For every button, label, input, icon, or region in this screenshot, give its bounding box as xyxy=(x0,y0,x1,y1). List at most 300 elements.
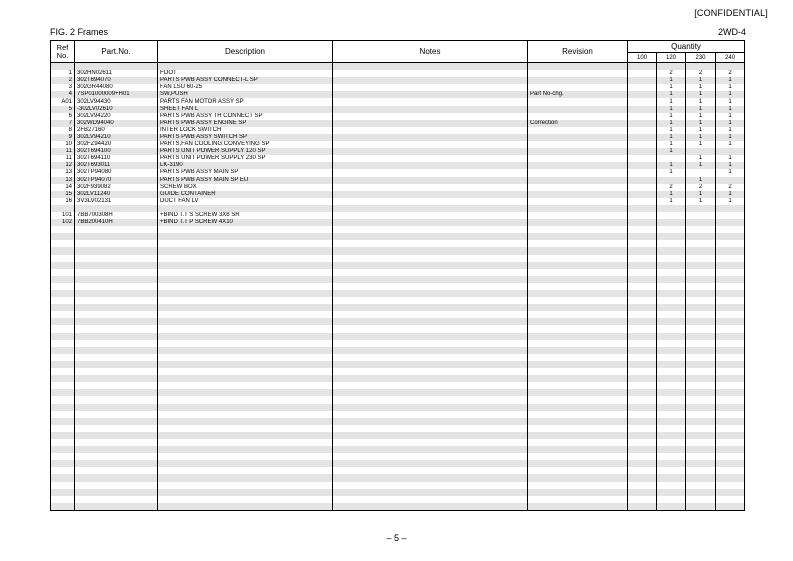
notes-cell xyxy=(333,184,528,191)
qty-100-cell xyxy=(628,148,657,155)
qty-120-cell xyxy=(657,233,686,240)
table-row-empty xyxy=(51,361,745,368)
description-cell xyxy=(158,467,333,474)
ref-no-cell: 13 xyxy=(51,169,75,176)
part-no-cell xyxy=(75,396,158,403)
revision-cell xyxy=(528,240,628,247)
qty-120-cell xyxy=(657,347,686,354)
qty-100-cell xyxy=(628,503,657,511)
ref-no-cell xyxy=(51,368,75,375)
revision-cell xyxy=(528,333,628,340)
table-row-empty xyxy=(51,297,745,304)
ref-no-cell xyxy=(51,354,75,361)
qty-100-cell xyxy=(628,177,657,184)
description-cell xyxy=(158,389,333,396)
revision-cell xyxy=(528,361,628,368)
qty-100-cell xyxy=(628,290,657,297)
table-row-empty xyxy=(51,304,745,311)
notes-cell xyxy=(333,191,528,198)
qty-120-cell xyxy=(657,63,686,71)
table-row xyxy=(51,148,745,155)
qty-120-cell xyxy=(657,446,686,453)
part-no-cell xyxy=(75,233,158,240)
part-no-cell: 302T693011 xyxy=(75,162,158,169)
qty-100-cell xyxy=(628,226,657,233)
notes-cell xyxy=(333,389,528,396)
qty-230-cell xyxy=(686,425,716,432)
part-no-cell xyxy=(75,368,158,375)
qty-100-cell xyxy=(628,389,657,396)
qty-120-cell: 1 xyxy=(657,162,686,169)
table-row xyxy=(51,184,745,191)
qty-120-cell: 1 xyxy=(657,148,686,155)
qty-120-cell xyxy=(657,368,686,375)
parts-table xyxy=(50,40,745,511)
revision-cell xyxy=(528,439,628,446)
notes-cell xyxy=(333,233,528,240)
qty-100-cell xyxy=(628,63,657,71)
qty-240-cell xyxy=(716,404,745,411)
qty-230-cell: 1 xyxy=(686,98,716,105)
header-row xyxy=(51,41,745,53)
qty-120-cell: 1 xyxy=(657,91,686,98)
qty-120-cell: 1 xyxy=(657,84,686,91)
qty-120-cell xyxy=(657,325,686,332)
qty-230-cell: 1 xyxy=(686,84,716,91)
part-no-cell xyxy=(75,432,158,439)
revision-cell xyxy=(528,325,628,332)
part-no-cell xyxy=(75,418,158,425)
qty-230-cell: 1 xyxy=(686,191,716,198)
description-cell: INTER LOCK SWITCH xyxy=(158,127,333,134)
qty-120-cell xyxy=(657,255,686,262)
qty-240-cell xyxy=(716,255,745,262)
qty-100-cell xyxy=(628,425,657,432)
ref-no-cell: 14 xyxy=(51,184,75,191)
ref-no-cell xyxy=(51,290,75,297)
revision-cell xyxy=(528,148,628,155)
ref-no-cell xyxy=(51,503,75,511)
description-cell: PARTS UNIT POWER SUPPLY 120 SP xyxy=(158,148,333,155)
part-no-header: Part.No. xyxy=(75,41,158,63)
description-cell: +BIND T.T S SCREW 3X8 SR xyxy=(158,212,333,219)
qty-100-cell xyxy=(628,169,657,176)
ref-no-cell xyxy=(51,496,75,503)
notes-cell xyxy=(333,162,528,169)
qty-230-cell xyxy=(686,474,716,481)
part-no-cell xyxy=(75,361,158,368)
qty-100-cell xyxy=(628,297,657,304)
qty-100-cell xyxy=(628,240,657,247)
notes-cell xyxy=(333,212,528,219)
revision-cell xyxy=(528,127,628,134)
qty-240-cell xyxy=(716,389,745,396)
table-row-empty xyxy=(51,276,745,283)
qty-230-cell xyxy=(686,255,716,262)
description-cell xyxy=(158,269,333,276)
qty-230-cell xyxy=(686,304,716,311)
part-no-cell: 2FB27160 xyxy=(75,127,158,134)
figure-title: FIG. 2 Frames xyxy=(50,27,109,37)
qty-100-cell xyxy=(628,247,657,254)
qty-100-cell xyxy=(628,70,657,77)
revision-cell xyxy=(528,425,628,432)
qty-120-cell xyxy=(657,418,686,425)
description-cell xyxy=(158,247,333,254)
qty-240-cell xyxy=(716,496,745,503)
description-header: Description xyxy=(158,41,333,63)
description-cell: PARTS PWB ASSY SWITCH SP xyxy=(158,134,333,141)
part-no-cell: 302T694100 xyxy=(75,148,158,155)
ref-no-cell: 16 xyxy=(51,198,75,205)
notes-cell xyxy=(333,439,528,446)
qty-240-cell xyxy=(716,205,745,212)
notes-cell xyxy=(333,482,528,489)
qty-240-cell xyxy=(716,219,745,226)
notes-cell xyxy=(333,177,528,184)
part-no-cell xyxy=(75,347,158,354)
part-no-cell xyxy=(75,325,158,332)
qty-120-cell xyxy=(657,212,686,219)
qty-240-cell xyxy=(716,418,745,425)
ref-no-cell xyxy=(51,318,75,325)
ref-no-cell xyxy=(51,467,75,474)
qty-240-cell xyxy=(716,318,745,325)
table-row xyxy=(51,127,745,134)
part-no-cell xyxy=(75,63,158,71)
qty-120-cell xyxy=(657,318,686,325)
part-no-cell: 302LV94430 xyxy=(75,98,158,105)
description-cell: PARTS,FAN COOLING CONVEYING SP xyxy=(158,141,333,148)
qty-120-cell: 2 xyxy=(657,184,686,191)
qty-230-cell xyxy=(686,467,716,474)
qty-120-cell: 1 xyxy=(657,77,686,84)
ref-no-cell xyxy=(51,425,75,432)
part-no-cell xyxy=(75,290,158,297)
qty-100-cell xyxy=(628,283,657,290)
qty-240-cell: 2 xyxy=(716,184,745,191)
ref-no-cell: 12 xyxy=(51,162,75,169)
revision-cell xyxy=(528,453,628,460)
notes-cell xyxy=(333,368,528,375)
table-row xyxy=(51,155,745,162)
qty-240-cell xyxy=(716,325,745,332)
qty-100-cell xyxy=(628,155,657,162)
qty-230-cell: 1 xyxy=(686,162,716,169)
part-no-cell xyxy=(75,269,158,276)
qty-230-cell: 2 xyxy=(686,184,716,191)
table-row-empty xyxy=(51,255,745,262)
qty-240-cell: 1 xyxy=(716,98,745,105)
table-row-empty xyxy=(51,460,745,467)
qty-240-cell: 1 xyxy=(716,134,745,141)
qty-100-cell xyxy=(628,262,657,269)
qty-230-cell xyxy=(686,496,716,503)
qty-240-cell: 1 xyxy=(716,198,745,205)
qty-230-cell: 1 xyxy=(686,177,716,184)
qty-240-cell xyxy=(716,297,745,304)
qty-230-cell xyxy=(686,240,716,247)
qty-230-cell xyxy=(686,63,716,71)
qty-240-cell xyxy=(716,375,745,382)
description-cell xyxy=(158,368,333,375)
part-no-cell: 302TP94080 xyxy=(75,169,158,176)
ref-no-cell xyxy=(51,382,75,389)
table-row xyxy=(51,84,745,91)
qty-100-cell xyxy=(628,106,657,113)
qty-230-cell xyxy=(686,489,716,496)
ref-no-cell xyxy=(51,432,75,439)
ref-no-cell xyxy=(51,297,75,304)
qty-100-cell xyxy=(628,432,657,439)
table-row-empty xyxy=(51,290,745,297)
qty-240-cell xyxy=(716,304,745,311)
qty-120-cell xyxy=(657,247,686,254)
notes-cell xyxy=(333,219,528,226)
qty-120-cell xyxy=(657,453,686,460)
description-cell: SCREW BOX xyxy=(158,184,333,191)
notes-cell xyxy=(333,361,528,368)
qty-120-cell xyxy=(657,411,686,418)
qty-230-cell xyxy=(686,226,716,233)
description-cell xyxy=(158,304,333,311)
part-no-cell: 302LV11240 xyxy=(75,191,158,198)
qty-230-cell xyxy=(686,368,716,375)
ref-no-cell: 3 xyxy=(51,84,75,91)
qty-120-cell xyxy=(657,262,686,269)
part-no-cell xyxy=(75,240,158,247)
table-row-empty xyxy=(51,467,745,474)
qty-240-cell xyxy=(716,247,745,254)
qty-240-cell: 1 xyxy=(716,169,745,176)
table-row xyxy=(51,205,745,212)
qty-230-cell xyxy=(686,262,716,269)
qty-100-cell xyxy=(628,325,657,332)
revision-header: Revision xyxy=(528,41,628,63)
qty-120-cell xyxy=(657,177,686,184)
qty-240-cell xyxy=(716,503,745,511)
description-cell xyxy=(158,233,333,240)
qty-240-cell xyxy=(716,460,745,467)
qty-230-cell: 1 xyxy=(686,106,716,113)
qty-120-cell xyxy=(657,425,686,432)
ref-header-line2: No. xyxy=(56,50,69,60)
ref-no-cell: 4 xyxy=(51,91,75,98)
qty-100-cell xyxy=(628,361,657,368)
ref-no-cell: 102 xyxy=(51,219,75,226)
description-cell xyxy=(158,411,333,418)
qty-120-cell xyxy=(657,482,686,489)
table-row xyxy=(51,219,745,226)
ref-no-cell xyxy=(51,240,75,247)
part-no-cell xyxy=(75,354,158,361)
revision-cell: Part No-chg. xyxy=(528,91,628,98)
qty-120-cell xyxy=(657,389,686,396)
table-row-empty xyxy=(51,453,745,460)
revision-cell xyxy=(528,340,628,347)
revision-cell xyxy=(528,255,628,262)
ref-no-cell xyxy=(51,311,75,318)
qty-240-cell xyxy=(716,340,745,347)
table-row xyxy=(51,120,745,127)
part-no-cell: 302FZ94420 xyxy=(75,141,158,148)
table-row-empty xyxy=(51,247,745,254)
ref-no-cell xyxy=(51,396,75,403)
qty-240-cell xyxy=(716,240,745,247)
qty-120-cell: 1 xyxy=(657,134,686,141)
revision-cell xyxy=(528,467,628,474)
notes-cell xyxy=(333,297,528,304)
qty-100-cell xyxy=(628,453,657,460)
qty-120-cell xyxy=(657,269,686,276)
qty-240-cell xyxy=(716,212,745,219)
part-no-cell: 3V3LV02131 xyxy=(75,198,158,205)
ref-no-cell xyxy=(51,63,75,71)
revision-cell xyxy=(528,219,628,226)
notes-cell xyxy=(333,98,528,105)
qty-120-cell xyxy=(657,503,686,511)
part-no-cell: 7SP01000009+H01 xyxy=(75,91,158,98)
description-cell xyxy=(158,354,333,361)
qty-240-cell xyxy=(716,411,745,418)
qty-100-cell xyxy=(628,354,657,361)
part-no-cell xyxy=(75,340,158,347)
qty-240-cell xyxy=(716,361,745,368)
qty-100-cell xyxy=(628,255,657,262)
part-no-cell: -302LV02610 xyxy=(75,106,158,113)
table-row xyxy=(51,169,745,176)
qty-120-cell xyxy=(657,354,686,361)
notes-cell xyxy=(333,340,528,347)
revision-cell xyxy=(528,276,628,283)
table-row-empty xyxy=(51,354,745,361)
qty-100-cell xyxy=(628,474,657,481)
qty-100-cell xyxy=(628,98,657,105)
description-cell xyxy=(158,226,333,233)
part-no-cell: 302GR44080 xyxy=(75,84,158,91)
table-row-empty xyxy=(51,375,745,382)
qty-100-cell xyxy=(628,467,657,474)
table-row xyxy=(51,177,745,184)
part-no-cell: 302T694070 xyxy=(75,77,158,84)
description-cell: SW,PUSH xyxy=(158,91,333,98)
revision-cell xyxy=(528,198,628,205)
ref-no-cell xyxy=(51,418,75,425)
part-no-cell xyxy=(75,482,158,489)
qty-100-cell xyxy=(628,184,657,191)
notes-cell xyxy=(333,432,528,439)
revision-cell xyxy=(528,311,628,318)
qty-100-cell xyxy=(628,446,657,453)
notes-cell xyxy=(333,113,528,120)
table-row-empty xyxy=(51,482,745,489)
part-no-cell xyxy=(75,503,158,511)
qty-230-cell xyxy=(686,418,716,425)
description-cell xyxy=(158,325,333,332)
qty-230-cell xyxy=(686,318,716,325)
qty-230-cell xyxy=(686,375,716,382)
description-cell: FOOT xyxy=(158,70,333,77)
description-cell xyxy=(158,361,333,368)
qty-120-cell xyxy=(657,375,686,382)
description-cell xyxy=(158,318,333,325)
qty-100-cell xyxy=(628,113,657,120)
description-cell xyxy=(158,276,333,283)
ref-no-cell: 15 xyxy=(51,191,75,198)
qty-240-cell xyxy=(716,489,745,496)
ref-no-cell: A01 xyxy=(51,98,75,105)
qty-120-cell xyxy=(657,396,686,403)
notes-cell xyxy=(333,255,528,262)
revision-cell xyxy=(528,396,628,403)
qty-100-cell xyxy=(628,304,657,311)
revision-cell xyxy=(528,84,628,91)
ref-no-cell: 10 xyxy=(51,141,75,148)
qty-100-cell xyxy=(628,375,657,382)
qty-240-cell xyxy=(716,482,745,489)
description-cell xyxy=(158,453,333,460)
qty-240-cell xyxy=(716,446,745,453)
notes-cell xyxy=(333,120,528,127)
qty-120-header: 120 xyxy=(657,53,686,63)
qty-240-cell xyxy=(716,425,745,432)
description-cell xyxy=(158,496,333,503)
confidential-label: [CONFIDENTIAL] xyxy=(694,8,768,18)
qty-230-cell xyxy=(686,325,716,332)
notes-cell xyxy=(333,375,528,382)
qty-100-cell xyxy=(628,382,657,389)
table-row-empty xyxy=(51,226,745,233)
description-cell xyxy=(158,482,333,489)
ref-no-cell xyxy=(51,482,75,489)
table-row-empty xyxy=(51,404,745,411)
qty-100-cell xyxy=(628,120,657,127)
part-no-cell: 302HN02611 xyxy=(75,70,158,77)
notes-cell xyxy=(333,425,528,432)
revision-cell xyxy=(528,290,628,297)
qty-240-cell xyxy=(716,177,745,184)
ref-no-cell xyxy=(51,411,75,418)
notes-cell xyxy=(333,134,528,141)
qty-120-cell xyxy=(657,474,686,481)
description-cell: PARTS PWB ASSY MAIN SP EU xyxy=(158,177,333,184)
notes-cell xyxy=(333,141,528,148)
notes-cell xyxy=(333,63,528,71)
qty-100-cell xyxy=(628,127,657,134)
qty-240-cell: 1 xyxy=(716,113,745,120)
notes-cell xyxy=(333,205,528,212)
description-cell: PARTS PWB ASSY ENGINE SP xyxy=(158,120,333,127)
notes-cell xyxy=(333,325,528,332)
qty-230-cell: 1 xyxy=(686,155,716,162)
qty-230-cell xyxy=(686,290,716,297)
quantity-header: Quantity xyxy=(628,41,745,53)
qty-240-cell: 2 xyxy=(716,70,745,77)
table-row-empty xyxy=(51,474,745,481)
ref-no-cell xyxy=(51,439,75,446)
notes-cell xyxy=(333,446,528,453)
qty-230-cell xyxy=(686,482,716,489)
ref-no-cell: 101 xyxy=(51,212,75,219)
qty-100-header: 100 xyxy=(628,53,657,63)
ref-no-cell xyxy=(51,340,75,347)
part-no-cell xyxy=(75,474,158,481)
ref-no-cell: 7 xyxy=(51,120,75,127)
description-cell xyxy=(158,418,333,425)
notes-cell xyxy=(333,155,528,162)
qty-100-cell xyxy=(628,347,657,354)
ref-no-cell xyxy=(51,474,75,481)
